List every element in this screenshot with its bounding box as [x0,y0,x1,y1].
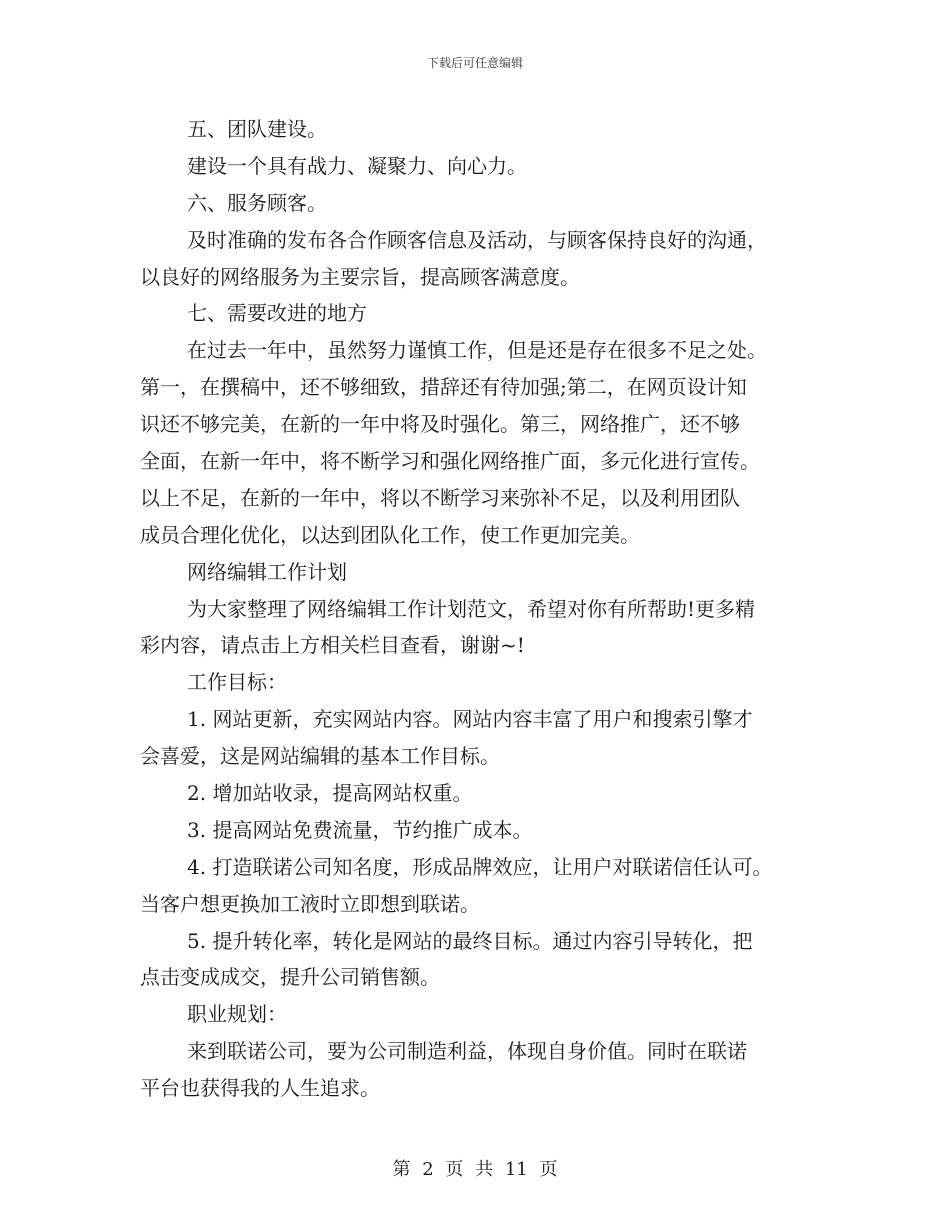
text-line: 1. 网站更新，充实网站内容。网站内容丰富了用户和搜索引擎才 [187,707,753,732]
text-line: 识还不够完美，在新的一年中将及时强化。第三，网络推广，还不够 [140,412,740,437]
text-line: 会喜爱，这是网站编辑的基本工作目标。 [140,744,500,769]
text-line: 六、服务顾客。 [187,190,327,215]
text-line: 点击变成成交，提升公司销售额。 [140,965,440,990]
text-line: 平台也获得我的人生追求。 [140,1076,380,1101]
text-line: 五、团队建设。 [187,117,327,141]
page-number-footer: 第 2 页 共 11 页 [392,1159,558,1180]
text-line: 成员合理化优化，以达到团队化工作，使工作更加完美。 [140,522,640,547]
text-line: 当客户想更换加工液时立即想到联诺。 [140,891,480,916]
text-line: 在过去一年中，虽然努力谨慎工作，但是还是存在很多不足之处。 [187,338,767,363]
page-header-note: 下载后可任意编辑 [426,56,523,70]
document-body [140,111,830,1107]
text-line: 七、需要改进的地方 [187,301,367,326]
text-line: 及时准确的发布各合作顾客信息及活动，与顾客保持良好的沟通， [187,227,767,252]
text-line: 职业规划： [187,1002,287,1027]
text-line: 以良好的网络服务为主要宗旨，提高顾客满意度。 [140,264,580,289]
text-line: 建设一个具有战力、凝聚力、向心力。 [187,153,527,178]
text-line: 彩内容，请点击上方相关栏目查看，谢谢~! [140,633,525,658]
text-line: 3. 提高网站免费流量，节约推广成本。 [187,817,533,842]
text-line: 全面，在新一年中，将不断学习和强化网络推广面，多元化进行宣传。 [140,449,760,474]
text-line: 5. 提升转化率，转化是网站的最终目标。通过内容引导转化，把 [187,928,753,953]
text-line: 第一，在撰稿中，还不够细致，措辞还有待加强;第二，在网页设计知 [140,375,747,400]
text-line: 以上不足，在新的一年中，将以不断学习来弥补不足，以及利用团队 [140,485,740,510]
text-line: 4. 打造联诺公司知名度，形成品牌效应，让用户对联诺信任认可。 [187,854,773,879]
text-line: 工作目标： [187,670,287,695]
text-line: 来到联诺公司，要为公司制造利益，体现自身价值。同时在联诺 [187,1039,747,1064]
text-line: 网络编辑工作计划 [187,559,347,584]
text-line: 为大家整理了网络编辑工作计划范文，希望对你有所帮助!更多精 [187,596,756,621]
text-line: 2. 增加站收录，提高网站权重。 [187,781,473,806]
